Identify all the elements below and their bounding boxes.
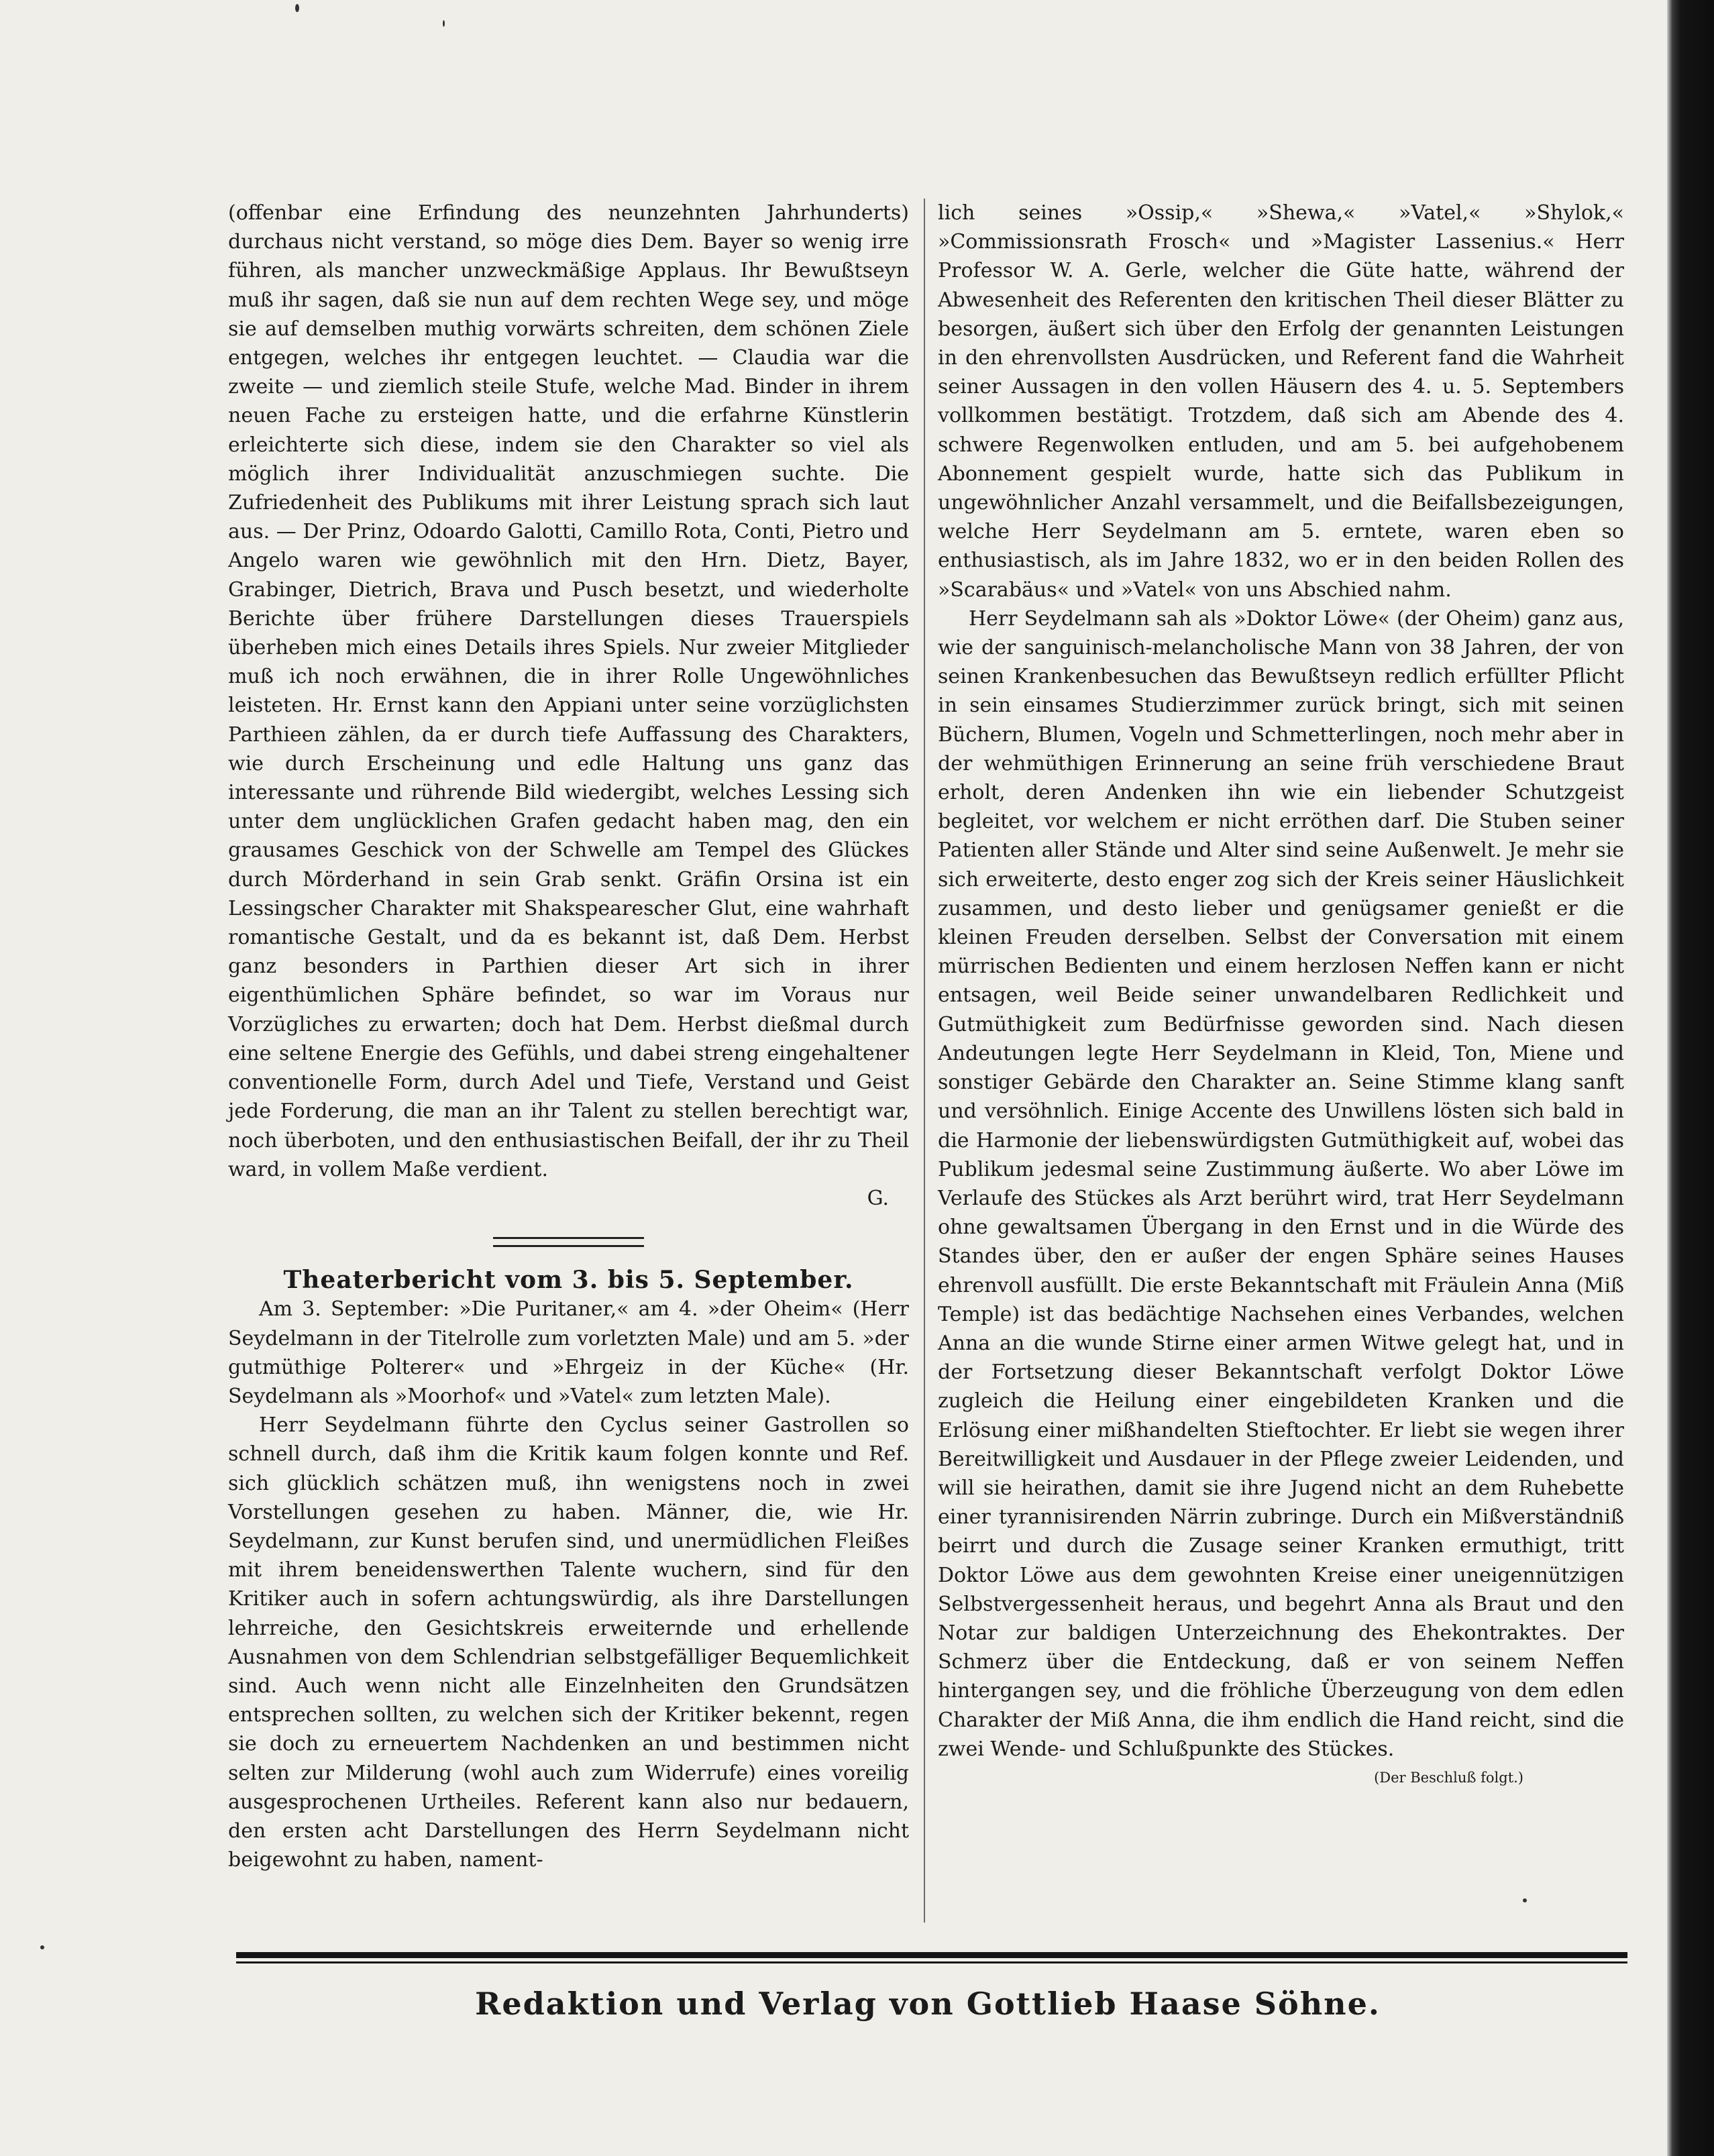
- scan-speck: [295, 4, 299, 12]
- review-paragraph: (offenbar eine Erfindung des neunzehnten Jahrhunderts) durchaus nicht verstand, so möge dies Dem. Bayer so wenig irre führen, als mancher unzweckmäßige Applaus. Ihr Bewußtseyn muß ihr sagen, daß sie nun auf dem rechten Wege sey, und möge sie auf demselben muthig vorwärts schreiten, dem schönen Ziele entgegen, welches ihr entgegen leuchtet. — Claudia war die zweite — und ziemlich steile Stufe, welche Mad. Binder in ihrem neuen Fache zu ersteigen hatte, und die erfahrne Künstlerin erleichterte sich diese, indem sie den Charakter so viel als möglich ihrer Individualität anzuschmiegen suchte. Die Zufriedenheit des Publikums mit ihrer Leistung sprach sich laut aus. — Der Prinz, Odoardo Galotti, Camillo Rota, Conti, Pietro und Angelo waren wie gewöhnlich mit den Hrn. Dietz, Bayer, Grabinger, Dietrich, Brava und Pusch besetzt, und wiederholte Berichte über frühere Darstellungen dieses Trauerspiels überheben mich eines Details ihres Spiels. Nur zweier Mitglieder muß ich noch erwähnen, die in ihrer Rolle Ungewöhnliches leisteten. Hr. Ernst kann den Appiani unter seine vorzüglichsten Parthieen zählen, da er durch tiefe Auffassung des Charakters, wie durch Erscheinung und edle Haltung uns ganz das interessante und rührende Bild wiedergibt, welches Lessing sich unter dem unglücklichen Grafen gedacht haben mag, den ein grausames Geschick von der Schwelle am Tempel des Glückes durch Mörderhand in sein Grab senkt. Gräfin Orsina ist ein Lessingscher Charakter mit Shakspearescher Glut, eine wahrhaft romantische Gestalt, und da es bekannt ist, daß Dem. Herbst ganz besonders in Parthien dieser Art sich in ihrer eigenthümlichen Sphäre befindet, so war im Voraus nur Vorzügliches zu erwarten; doch hat Dem. Herbst dießmal durch eine seltene Energie des Gefühls, und dabei streng eingehaltener conventionelle Form, durch Adel und Tiefe, Verstand und Geist jede Forderung, die man an ihr Talent zu stellen berechtigt war, noch überboten, und den enthusiastischen Beifall, der ihr zu Theil ward, in vollem Maße verdient.: [228, 201, 909, 1181]
- scan-dark-border: [1667, 0, 1714, 2156]
- left-column: [228, 199, 909, 1874]
- report-paragraph-continued: lich seines »Ossip,« »Shewa,« »Vatel,« »Shylok,« »Commissionsrath Frosch« und »Magister Lassenius.« Herr Professor W. A. Gerle, welcher die Güte hatte, während der Abwesenheit des Referenten den kritischen Theil dieser Blätter zu besorgen, äußert sich über den Erfolg der genannten Leistungen in den ehrenvollsten Ausdrücken, und Referent fand die Wahrheit seiner Aussagen in den vollen Häusern des 4. u. 5. Septembers vollkommen bestätigt. Trotzdem, daß sich am Abende des 4. schwere Regenwolken entluden, und am 5. bei aufgehobenem Abonnement gespielt wurde, hatte sich das Publikum in ungewöhnlicher Anzahl versammelt, und die Beifallsbezeigungen, welche Herr Seydelmann am 5. erntete, waren eben so enthusiastisch, als im Jahre 1832, wo er in den beiden Rollen des »Scarabäus« und »Vatel« von uns Abschied nahm.: [938, 201, 1624, 602]
- publisher-imprint: Redaktion und Verlag von Gottlieb Haase Söhne.: [475, 1986, 1381, 2022]
- review-signature: G.: [867, 1186, 889, 1210]
- scan-speck: [1523, 1898, 1527, 1902]
- report-paragraph: Herr Seydelmann führte den Cyclus seiner Gastrollen so schnell durch, daß ihm die Kritik kaum folgen konnte und Ref. sich glücklich schätzen muß, ihn wenigstens noch in zwei Vorstellungen gesehen zu haben. Männer, die, wie Hr. Seydelmann, zur Kunst berufen sind, und unermüdlichen Fleißes mit ihrem beneidenswerthen Talente wuchern, sind für den Kritiker auch in sofern achtungswürdig, als ihre Darstellungen lehrreiche, den Gesichtskreis erweiternde und erhellende Ausnahmen von dem Schlendrian selbstgefälliger Bequemlichkeit sind. Auch wenn nicht alle Einzelnheiten den Grundsätzen entsprechen sollten, zu welchen sich der Kritiker bekennt, regen sie doch zu erneuertem Nachdenken an und bestimmen nicht selten zur Milderung (wohl auch zum Widerrufe) eines voreilig ausgesprochenen Urtheiles. Referent kann also nur bedauern, den ersten acht Darstellungen des Herrn Seydelmann nicht beigewohnt zu haben, nament-: [228, 1413, 909, 1872]
- scan-speck: [40, 1945, 44, 1949]
- scan-speck: [443, 20, 445, 27]
- continuation-note: (Der Beschluß folgt.): [1374, 1769, 1523, 1786]
- section-title: Theaterbericht vom 3. bis 5. September.: [283, 1266, 854, 1295]
- schedule-paragraph: Am 3. September: »Die Puritaner,« am 4. »der Oheim« (Herr Seydelmann in der Titelrolle zum vorletzten Male) und am 5. »der gutmüthige Polterer« und »Ehrgeiz in der Küche« (Hr. Seydelmann als »Moorhof« und »Vatel« zum letzten Male).: [228, 1297, 909, 1408]
- section-divider: [493, 1237, 644, 1247]
- right-column: [938, 199, 1624, 1792]
- footer-rule: [236, 1952, 1627, 1965]
- report-paragraph: Herr Seydelmann sah als »Doktor Löwe« (der Oheim) ganz aus, wie der sanguinisch-melancholische Mann von 38 Jahren, der von seinen Krankenbesuchen das Bewußtseyn redlich erfüllter Pflicht in sein einsames Studierzimmer zurück bringt, sich mit seinen Büchern, Blumen, Vogeln und Schmetterlingen, noch mehr aber in der wehmüthigen Erinnerung an seine früh verschiedene Braut erholt, deren Andenken ihn wie ein liebender Schutzgeist begleitet, vor welchem er nicht erröthen darf. Die Stuben seiner Patienten aller Stände und Alter sind seine Außenwelt. Je mehr sie sich erweiterte, desto enger zog sich der Kreis seiner Häuslichkeit zusammen, und desto lieber und genügsamer genießt er die kleinen Freuden derselben. Selbst der Conversation mit einem mürrischen Bedienten und einem herzlosen Neffen kann er nicht entsagen, weil Beide seiner unwandelbaren Redlichkeit und Gutmüthigkeit zum Bedürfnisse geworden sind. Nach diesen Andeutungen legte Herr Seydelmann in Kleid, Ton, Miene und sonstiger Gebärde den Charakter an. Seine Stimme klang sanft und versöhnlich. Einige Accente des Unwillens lösten sich bald in die Harmonie der liebenswürdigsten Gutmüthigkeit auf, wobei das Publikum jedesmal seine Zustimmung äußerte. Wo aber Löwe im Verlaufe des Stückes als Arzt berührt wird, trat Herr Seydelmann ohne gewaltsamen Übergang in den Ernst und in die Würde des Standes über, den er außer der engen Sphäre seines Hauses ehrenvoll ausfüllt. Die erste Bekanntschaft mit Fräulein Anna (Miß Temple) ist das bedächtige Nachsehen eines Verbandes, welchen Anna an die wunde Stirne einer armen Witwe gelegt hat, und in der Fortsetzung dieser Bekanntschaft verfolgt Doktor Löwe zugleich die Heilung einer eingebildeten Kranken und die Erlösung einer mißhandelten Stieftochter. Er liebt sie wegen ihrer Bereitwilligkeit und Ausdauer in der Pflege zweier Leidenden, und will sie heirathen, damit sie ihre Jugend nicht an dem Ruhebette einer tyrannisirenden Närrin zubringe. Durch ein Mißverständniß beirrt und durch die Zusage seiner Kranken ermuthigt, tritt Doktor Löwe aus dem gewohnten Kreise einer uneigennützigen Selbstvergessenheit heraus, und begehrt Anna als Braut und den Notar zur baldigen Unterzeichnung des Ehekontraktes. Der Schmerz über die Entdeckung, daß er von seinem Neffen hintergangen sey, und die fröhliche Überzeugung von dem edlen Charakter der Miß Anna, die ihm endlich die Hand reicht, sind die zwei Wende- und Schlußpunkte des Stückes.: [938, 606, 1624, 1761]
- column-divider: [924, 199, 925, 1923]
